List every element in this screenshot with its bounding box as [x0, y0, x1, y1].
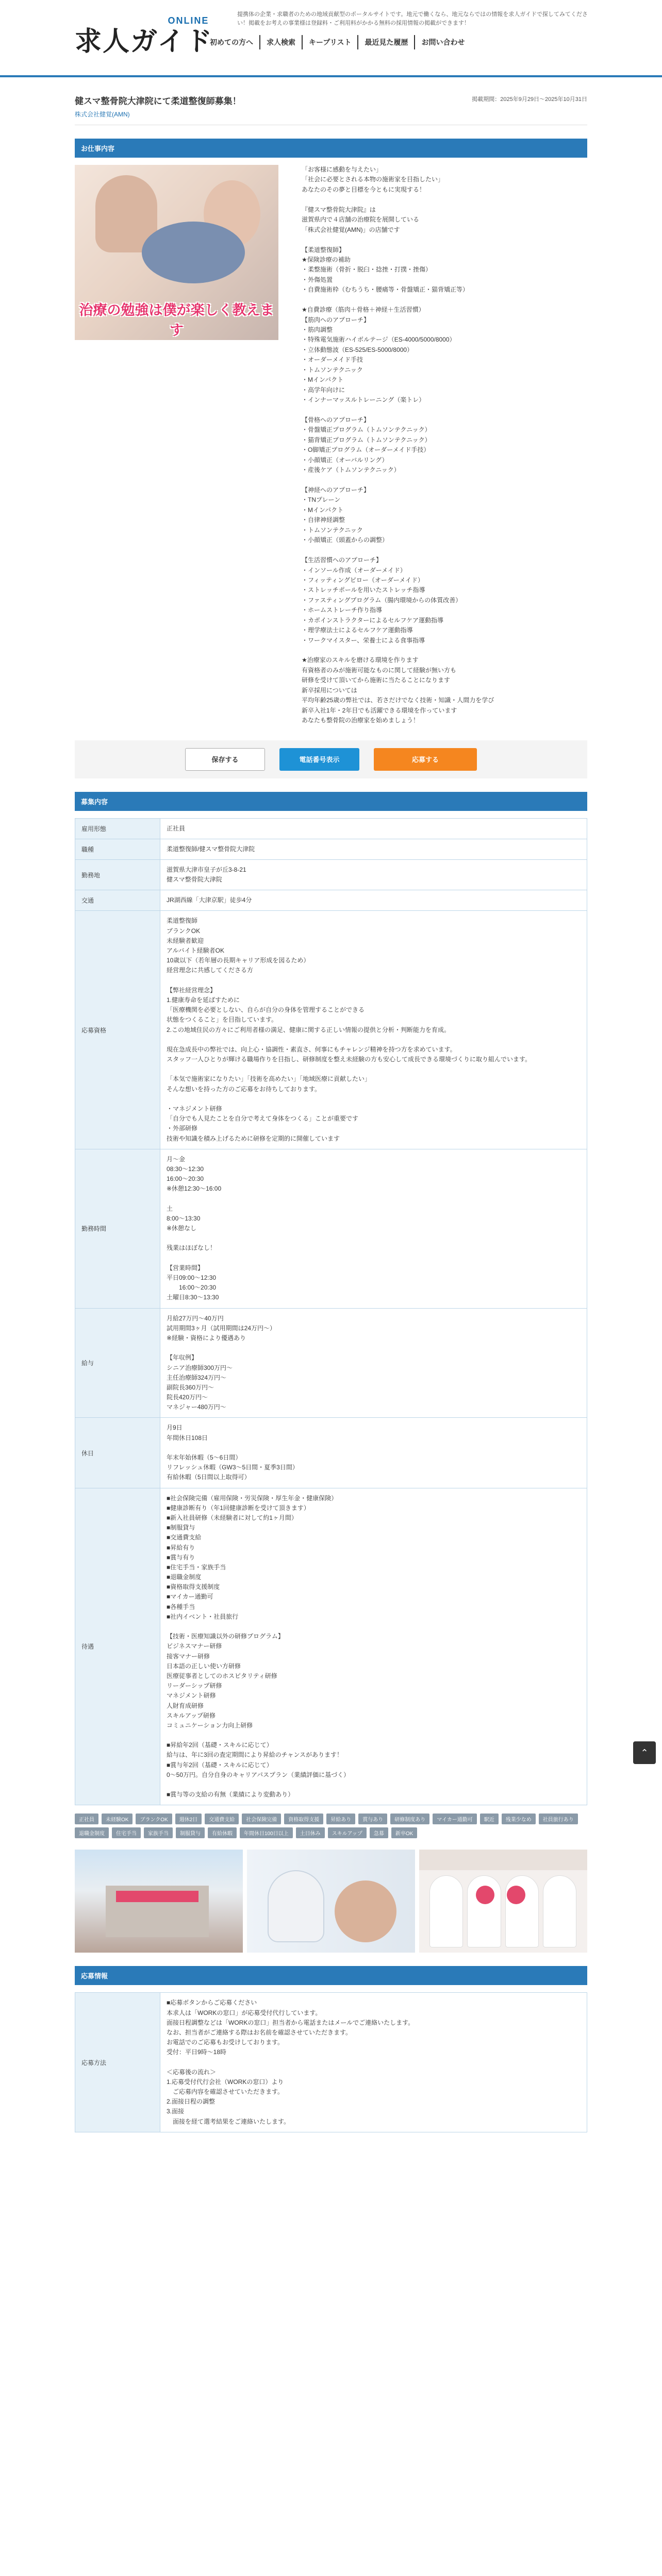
- row-value: 柔道整復師 ブランクOK 未経験者歓迎 アルバイト経験者OK 10歳以下（若年層の長期キャリア形成を図るため） 経営理念に共感してくださる方 【弊社経営理念】 1.健康寿命を延ばすために 「医療機関を必要としない、自らが自分の身体を管理することができる 状態をつくること」を目指しています。 2.この地域住民の方々にご利用者様の満足、健康に関する正しい情報の提供と分析・判断能力を育成。 現在急成長中の弊社では、向上心・協調性・素直さ、何事にもチャレンジ精神を持つ方を求めています。 スタッフ一人ひとりが輝ける職場作りを目指し、研修制度を整え未経験の方も安心して成長できる環境づくりに取り組んでいます。 「本気で施術家になりたい」「技術を高めたい」「地域医療に貢献したい」 そんな想いを持った方のご応募をお待ちしております。 ・マネジメント研修 「自分でも人見たことを自分で考えて身体をつくる」ことが重要です ・外部研修 技術や知識を積み上げるために研修を定期的に開催しています: [160, 911, 587, 1149]
- action-button-row: [75, 740, 587, 778]
- photo-gallery: [75, 1850, 587, 1953]
- feature-tag: 社会保険完備: [242, 1814, 281, 1824]
- table-row: [75, 1418, 587, 1488]
- feature-tag: 昇給あり: [326, 1814, 355, 1824]
- company-link[interactable]: 株式会社健覚(AMN): [75, 111, 130, 118]
- feature-tag: 研修制度あり: [390, 1814, 429, 1824]
- scroll-top-icon[interactable]: ⌃: [633, 1741, 656, 1764]
- feature-tag: ブランクOK: [136, 1814, 172, 1824]
- row-label: 勤務時間: [75, 1149, 160, 1308]
- recruit-table: [75, 818, 587, 1806]
- row-label: 給与: [75, 1308, 160, 1418]
- row-label: 勤務地: [75, 859, 160, 890]
- job-intro-text: 「お客様に感動を与えたい」 「社会に必要とされる本物の施術家を目指したい」 あなたのその夢と目標を今ともに実現する！ 『健スマ整骨院大津院』は 滋賀県内で４店舗の治療院を展開している 「株式会社健覚(AMN)」の店舗です 【柔道整復師】 ★保険診療の補助 ・柔整施術（骨折・脱臼・捻挫・打撲・挫傷） ・外傷処置 ・自費施術枠（むちうち・腰痛等・骨盤矯正・猫背矯正等） ★自費診療（筋肉＋骨格＋神経＋生活習慣） 【筋肉へのアプローチ】 ・筋肉調整 ・特殊電気施術ハイボルテージ（ES-4000/5000/8000） ・立体動態波（ES-525/ES-5000/8000） ・オーダーメイド手技 ・トムソンテクニック ・Mインパクト ・高学年向けに ・インナーマッスルトレーニング（楽トレ） 【骨格へのアプローチ】 ・骨盤矯正プログラム（トムソンテクニック） ・猫背矯正プログラム（トムソンテクニック） ・O脚矯正プログラム（オーダーメイド手技） ・小顔矯正（オーバルリング） ・産後ケア（トムソンテクニック） 【神経へのアプローチ】 ・TNプレーン ・Mインパクト ・自律神経調整 ・トムソンテクニック ・小顔矯正（頭蓋からの調整） 【生活習慣へのアプローチ】 ・インソール作成（オーダーメイド） ・フィッティングピロー（オーダーメイド） ・ストレッチポールを用いたストレッチ指導 ・ファスティングプログラム（腸内環境からの体質改善） ・ホームストレーチ作り指導 ・カポインストラクターによるセルフケア運動指導 ・理学療法士によるセルフケア運動指導 ・ワークマイスター、栄養士による食事指導 ★治療家のスキルを磨ける環境を作ります 有資格者のみが施術可能なものに関して経験が無い方も 研修を受けて頂いてから施術に当たることになります 新卒採用については 平均年齢25歳の弊社では、若さだけでなく技術・知識・人間力を学び 新卒入社1年・2年目でも活躍できる環境を作っています あなたも整骨院の治療家を始めましょう！: [302, 166, 494, 724]
- table-row: [75, 818, 587, 839]
- row-value: JR湖西線「大津京駅」徒歩4分: [160, 890, 587, 911]
- table-row: [75, 911, 587, 1149]
- row-label: 交通: [75, 890, 160, 911]
- table-row: [75, 1149, 587, 1308]
- feature-tag: 急募: [370, 1827, 388, 1838]
- logo-main-text: 求人ガイド: [75, 27, 213, 57]
- recruit-heading: 募集内容: [75, 792, 587, 811]
- row-label: 応募資格: [75, 911, 160, 1149]
- gallery-photo-exterior[interactable]: [75, 1850, 243, 1953]
- nav-contact[interactable]: お問い合わせ: [414, 35, 471, 49]
- job-description: [75, 165, 587, 726]
- feature-tag: スキルアップ: [328, 1827, 367, 1838]
- photo-caption: 治療の勉強は僕が楽しく教えます: [79, 302, 274, 338]
- job-title: 健スマ整骨院大津院にて柔道整復師募集！: [75, 96, 241, 106]
- table-row: [75, 1488, 587, 1805]
- apply-info-heading: 応募情報: [75, 1966, 587, 1985]
- listing-period: 掲載期間：2025年9月29日〜2025年10月31日: [472, 96, 587, 103]
- feature-tag: 正社員: [75, 1814, 98, 1824]
- feature-tag: 駅近: [480, 1814, 499, 1824]
- feature-tag: 資格取得支援: [284, 1814, 323, 1824]
- table-row: [75, 839, 587, 859]
- row-label: 待遇: [75, 1488, 160, 1805]
- job-header: [75, 89, 587, 125]
- feature-tag: マイカー通勤可: [433, 1814, 477, 1824]
- feature-tag: 土日休み: [296, 1827, 325, 1838]
- main-photo: [75, 165, 278, 340]
- show-phone-button[interactable]: 電話番号表示: [279, 748, 359, 771]
- row-value: 正社員: [160, 818, 587, 839]
- feature-tag: 交通費支給: [205, 1814, 239, 1824]
- row-value: 月〜金 08:30〜12:30 16:00〜20:30 ※休憩12:30〜16:00 土 8:00〜13:30 ※休憩なし 残業はほぼなし！ 【営業時間】 平日09:00〜12:30 16:00〜20:30 土曜日8:30〜13:30: [160, 1149, 587, 1308]
- row-label: 応募方法: [75, 1993, 160, 2132]
- row-label: 雇用形態: [75, 818, 160, 839]
- row-value: 滋賀県大津市皇子が丘3-8-21 健スマ整骨院大津院: [160, 859, 587, 890]
- row-value: 月9日 年間休日108日 年末年始休暇（5〜6日間） リフレッシュ休暇（GW3〜5日間・夏季3日間） 有給休暇（5日間以上取得可）: [160, 1418, 587, 1488]
- row-label: 職種: [75, 839, 160, 859]
- row-value: 柔道整復師/健スマ整骨院大津院: [160, 839, 587, 859]
- row-label: 休日: [75, 1418, 160, 1488]
- feature-tag: 新卒OK: [391, 1827, 417, 1838]
- feature-tag: 賞与あり: [358, 1814, 387, 1824]
- feature-tag: 住宅手当: [112, 1827, 141, 1838]
- feature-tag: 週休2日: [175, 1814, 202, 1824]
- main-content: [75, 89, 587, 2132]
- feature-tag: 有給休暇: [208, 1827, 237, 1838]
- feature-tag: 家族手当: [144, 1827, 173, 1838]
- gallery-photo-treatment[interactable]: [247, 1850, 415, 1953]
- table-row: [75, 890, 587, 911]
- nav-history[interactable]: 最近見た履歴: [357, 35, 414, 49]
- site-logo[interactable]: [75, 15, 213, 58]
- save-button[interactable]: 保存する: [185, 748, 265, 771]
- apply-button[interactable]: 応募する: [374, 748, 477, 771]
- nav-job-search[interactable]: 求人検索: [259, 35, 302, 49]
- table-row: [75, 859, 587, 890]
- site-header: [0, 0, 662, 77]
- feature-tag: 社員旅行あり: [539, 1814, 578, 1824]
- feature-tags: [75, 1814, 587, 1838]
- main-nav: [204, 35, 471, 49]
- feature-tag: 制服貸与: [176, 1827, 205, 1838]
- table-row: [75, 1993, 587, 2132]
- nav-first-time[interactable]: 初めての方へ: [210, 38, 253, 46]
- row-value: ■応募ボタンからご応募ください 本求人は「WORKの窓口」が応募受付代行しています。 面接日程調整などは「WORKの窓口」担当者から電話またはメールでご連絡いたします。 なお、担当者がご連絡する際はお名前を確認させていただきます。 お電話でのご応募もお受けしております。 受付：平日9時〜18時 ＜応募後の流れ＞ 1.応募受付代行会社（WORKの窓口）より ご応募内容を確認させていただきます。 2.面接日程の調整 3.面接 面接を経て選考結果をご連絡いたします。: [160, 1993, 587, 2132]
- logo-sub-text: ONLINE: [168, 15, 209, 26]
- row-value: 月給27万円〜40万円 試用期間3ヶ月（試用期間は24万円〜） ※経験・資格により優遇あり 【年収例】 シニア治療師300万円〜 主任治療師324万円〜 副院長360万円〜 院長420万円〜 マネジャー480万円〜: [160, 1308, 587, 1418]
- feature-tag: 未経験OK: [102, 1814, 133, 1824]
- feature-tag: 年間休日100日以上: [240, 1827, 293, 1838]
- feature-tag: 退職金制度: [75, 1827, 109, 1838]
- job-description-heading: お仕事内容: [75, 139, 587, 158]
- apply-info-table: [75, 1992, 587, 2132]
- table-row: [75, 1308, 587, 1418]
- header-top-note: 提携体の企業・求職者のための地域貢献型のポータルサイトです。地元で働くなら、地元ならではの情報を求人ガイドで探してみてください！掲載をお考えの事業様は登録料・ご利用料がかかる無料の採用情報の掲載ができます！: [237, 11, 588, 26]
- gallery-photo-staff[interactable]: [419, 1850, 587, 1953]
- row-value: ■社会保険完備（雇用保険・労災保険・厚生年金・健康保険） ■健康診断有り（年1回健康診断を受けて頂きます） ■新入社員研修（未経験者に対して約1ヶ月間） ■制服貸与 ■交通費支給 ■昇給有り ■賞与有り ■住宅手当・家族手当 ■退職金制度 ■資格取得支援制度 ■マイカー通勤可 ■各種手当 ■社内イベント・社員旅行 【技術・医療知識以外の研修プログラム】 ビジネスマナー研修 接客マナー研修 日本語の正しい使い方研修 医療従事者としてのホスピタリティ研修 リーダーシップ研修 マネジメント研修 人財育成研修 スキルアップ研修 コミュニケーション力向上研修 ■昇給年2回（基礎・スキルに応じて） 給与は、年に3回の査定期間により昇給のチャンスがあります！ ■賞与年2回（基礎・スキルに応じて） 0〜50万円。自分自身のキャリアパスプラン（業績評価に基づく） ■賞与等の支給の有無（業績により変動あり）: [160, 1488, 587, 1805]
- nav-keep-list[interactable]: キープリスト: [302, 35, 357, 49]
- feature-tag: 残業少なめ: [502, 1814, 536, 1824]
